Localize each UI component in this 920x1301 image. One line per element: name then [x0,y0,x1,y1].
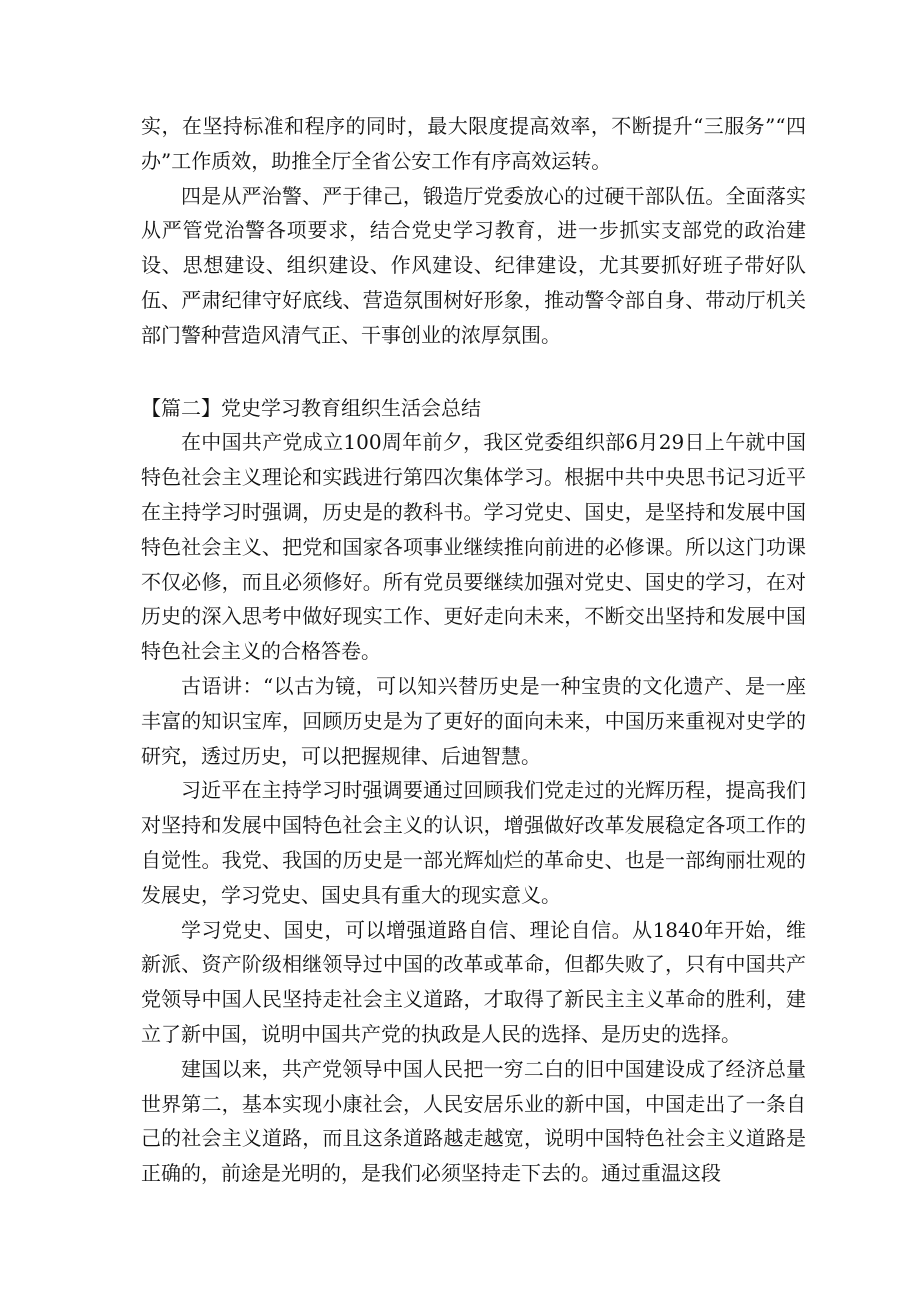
section-heading: 【篇二】党史学习教育组织生活会总结 [141,395,481,420]
paragraph: 古语讲：“以古为镜，可以知兴替历史是一种宝贵的文化遗产、是一座丰富的知识宝库，回顾历史是为了更好的面向未来，中国历来重视对史学的研究，透过历史，可以把握规律、后迪智慧。 [141,673,806,768]
paragraph-continuation: 实，在坚持标准和程序的同时，最大限度提高效率，不断提升“三服务”“四办”工作质效，助推全厅全省公安工作有序高效运转。 [141,114,806,173]
document-body [141,109,806,1191]
paragraph: 建国以来，共产党领导中国人民把一穷二白的旧中国建设成了经济总量世界第二，基本实现小康社会，人民安居乐业的新中国，中国走出了一条自己的社会主义道路，而且这条道路越走越宽，说明中国特色社会主义道路是正确的，前途是光明的，是我们必须坚持走下去的。通过重温这段 [141,1056,806,1186]
paragraph: 习近平在主持学习时强调要通过回顾我们党走过的光辉历程，提高我们对坚持和发展中国特色社会主义的认识，增强做好改革发展稳定各项工作的自觉性。我党、我国的历史是一部光辉灿烂的革命史、也是一部绚丽壮观的发展史，学习党史、国史具有重大的现实意义。 [141,778,806,907]
paragraph: 学习党史、国史，可以增强道路自信、理论自信。从1840年开始，维新派、资产阶级相继领导过中国的改革或革命，但都失败了，只有中国共产党领导中国人民坚持走社会主义道路，才取得了新民主主义革命的胜利，建立了新中国，说明中国共产党的执政是人民的选择、是历史的选择。 [141,917,806,1046]
paragraph: 在中国共产党成立100周年前夕，我区党委组织部6月29日上午就中国特色社会主义理论和实践进行第四次集体学习。根据中共中央思书记习近平在主持学习时强调，历史是的教科书。学习党史、国史，是坚持和发展中国特色社会主义、把党和国家各项事业继续推向前进的必修课。所以这门功课不仅必修，而且必须修好。所有党员要继续加强对党史、国史的学习，在对历史的深入思考中做好现实工作、更好走向未来，不断交出坚持和发展中国特色社会主义的合格答卷。 [141,430,806,664]
paragraph-section1-point4: 四是从严治警、严于律己，锻造厅党委放心的过硬干部队伍。全面落实从严管党治警各项要求，结合党史学习教育，进一步抓实支部党的政治建设、思想建设、组织建设、作风建设、纪律建设，尤其要抓好班子带好队伍、严肃纪律守好底线、营造氛围树好形象，推动警令部自身、带动厅机关部门警种营造风清气正、干事创业的浓厚氛围。 [141,183,806,347]
